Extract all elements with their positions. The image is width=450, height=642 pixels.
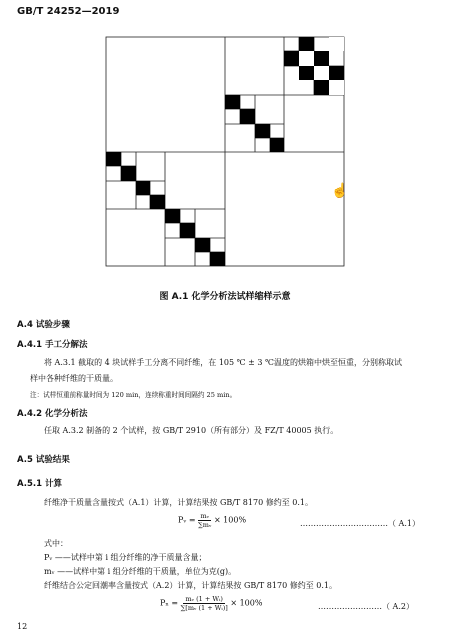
a41-paragraph-line1: 将 A.3.1 截取的 4 块试样手工分离不同纤维，在 105 ℃ ± 3 ℃温度的烘箱中烘至恒重，分别称取试 — [44, 358, 402, 367]
section-a4-heading: A.4 试验步骤 — [17, 320, 70, 330]
formula-a2-lhs: Pₙ = — [160, 598, 179, 608]
formula-a2-tail: × 100% — [230, 598, 263, 608]
formula-a2-numerator: mᵥ (1 + Wᵢ) — [185, 595, 223, 603]
section-a51-heading: A.5.1 计算 — [17, 479, 62, 489]
hand-cursor-icon: ☝ — [331, 183, 349, 199]
formula-a2-denominator: ∑[mᵥ (1 + Wᵢ)] — [180, 604, 228, 612]
definition-pv: Pᵥ ——试样中第 i 组分纤维的净干质量含量； — [44, 553, 207, 562]
formula-a1-fraction — [198, 512, 211, 529]
formula-a1-lhs: Pᵥ = — [178, 515, 196, 525]
a41-paragraph-line2: 样中各种纤维的干质量。 — [30, 374, 118, 383]
figure-caption: 图 A.1 化学分析法试样缩样示意 — [159, 292, 291, 302]
a42-paragraph: 任取 A.3.2 制备的 2 个试样，按 GB/T 2910（所有部分）及 FZ/T 40005 执行。 — [44, 426, 339, 435]
formula-a2-tag: ……………………（ A.2） — [318, 602, 414, 611]
formula-a1-numerator: mᵥ — [200, 512, 210, 520]
page-number: 12 — [17, 622, 28, 631]
section-a42-heading: A.4.2 化学分析法 — [17, 409, 88, 419]
a51-paragraph-line1: 纤维净干质量含量按式（A.1）计算，计算结果按 GB/T 8170 修约至 0.1。 — [44, 498, 313, 507]
a51-paragraph-line2: 纤维结合公定回潮率含量按式（A.2）计算，计算结果按 GB/T 8170 修约至 0.1。 — [44, 581, 337, 590]
definition-mv: mᵥ ——试样中第 i 组分纤维的干质量，单位为克(g)。 — [44, 567, 237, 576]
formula-a1-denominator: ∑mᵥ — [198, 521, 212, 529]
formula-a2 — [160, 595, 262, 612]
formula-a1 — [178, 512, 246, 529]
a41-note: 注：试样恒重前称量时间为 120 min，连续称重时间间隔约 25 min。 — [30, 391, 237, 399]
formula-a1-tag: ……………………………（ A.1） — [300, 519, 420, 528]
formula-a1-tail: × 100% — [213, 515, 247, 525]
where-label: 式中： — [44, 539, 68, 548]
section-a41-heading: A.4.1 手工分解法 — [17, 340, 88, 350]
standard-header: GB/T 24252—2019 — [17, 6, 120, 17]
section-a5-heading: A.5 试验结果 — [17, 455, 70, 465]
formula-a2-fraction — [181, 595, 228, 612]
